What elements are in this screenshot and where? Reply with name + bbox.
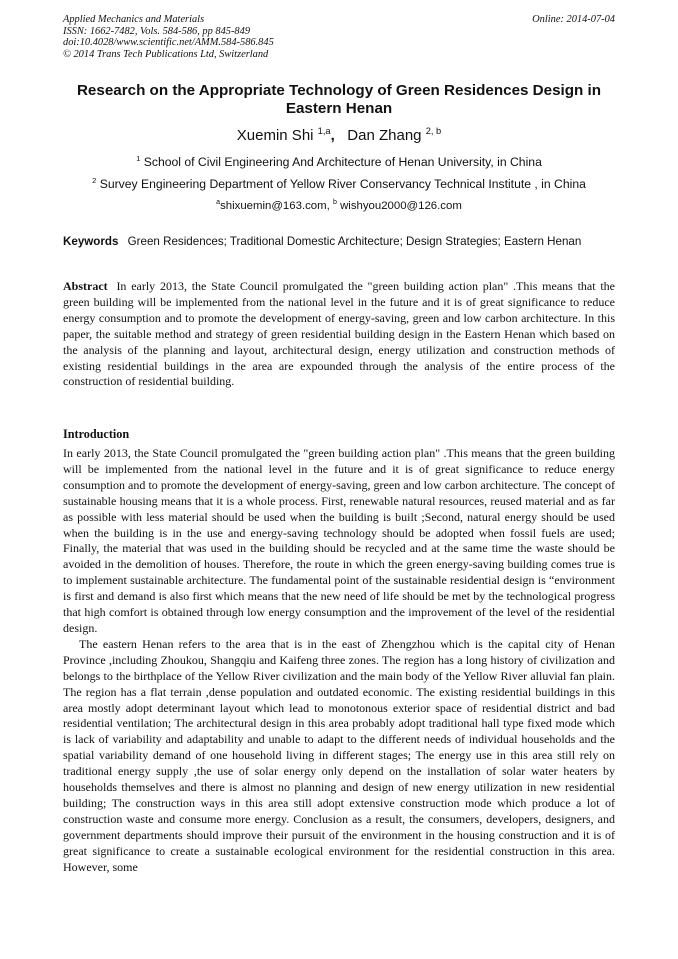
online-date: Online: 2014-07-04 [532, 14, 615, 25]
author-name: Dan Zhang [347, 127, 422, 144]
doi-line: doi:10.4028/www.scientific.net/AMM.584-586.845 [63, 37, 274, 49]
affiliation [63, 176, 615, 192]
keywords-label: Keywords [63, 235, 119, 248]
keywords [63, 234, 615, 249]
email-address: shixuemin@163.com, [220, 200, 330, 212]
email-marker: a [216, 199, 221, 207]
copyright-line: © 2014 Trans Tech Publications Ltd, Switzerland [63, 48, 269, 60]
affiliation-text: School of Civil Engineering And Architecture of Henan University, in China [143, 155, 542, 169]
email-line [63, 198, 615, 214]
author-name: Xuemin Shi [236, 127, 314, 144]
section-heading: Introduction [63, 427, 130, 441]
author-separator: , [330, 127, 335, 144]
abstract-text: In early 2013, the State Council promulgated the "green building action plan" .This means that the green building will be implemented from the national level in the future and it is of great significance to reduce energy consumption and to promote the development of energy-saving, green and low carbon architecture. In this paper, the suitable method and strategy of green residential building design in the Eastern Henan which based on the analysis of the planning and layout, architectural design, energy utilization and construction methods of existing residential buildings in the area are expounded through the analysis of the entire process of the construction of residential building. [63, 279, 616, 389]
introduction-body [63, 446, 615, 875]
running-header [63, 14, 615, 60]
email-marker: b [332, 199, 337, 207]
abstract [63, 279, 615, 390]
paragraph: The eastern Henan refers to the area that is in the east of Zhengzhou which is the capital city of Henan Province ,including Zhoukou, Shangqiu and Kaifeng three zones. The region has a long history of civilization and belongs to the birthplace of the Yellow River civilization and the main body of the Yellow River alluvial fan plain. The region has a flat terrain ,dense population and outdated economic. The existing residential buildings in this area mostly adopt determinant layout which lead to monotonous exterior space of residential district and bad residential ventilation; The architectural design in this area probably adopt traditional hall type fixed mode which is lack of variability and adaptability and unable to adapt to the different needs of individual households and the spatial variability demand of one household living in different stages; The energy use in this area still rely on traditional energy supply ,the use of solar energy only depend on the installation of solar water heaters by households themselves and there is almost no planning and design of new energy utilization in new residential building; The construction ways in this area still adopt extensive construction mode which produce a lot of construction waste and consume more energy. Conclusion as a result, the consumers, developers, designers, and government departments should improve their pursuit of the environment in the housing construction and it is of great significance to create a sustainable ecological environment for the residential construction in this area. However, some [63, 636, 615, 874]
author-affiliation-marker: 1,a [317, 126, 331, 136]
affiliation-marker: 1 [136, 153, 141, 163]
abstract-label: Abstract [63, 279, 108, 293]
issn-line: ISSN: 1662-7482, Vols. 584-586, pp 845-849 [63, 25, 251, 37]
affiliation-text: Survey Engineering Department of Yellow River Conservancy Technical Institute , in China [99, 177, 586, 191]
affiliation [63, 154, 615, 170]
paragraph: In early 2013, the State Council promulgated the "green building action plan" .This means that the green building will be implemented from the national level in the future and it is of great significance to reduce energy consumption and to promote the development of energy-saving, green and low carbon architecture. The concept of sustainable housing means that it is a whole process. First, renewable natural resources, reused material and as far as possible with less material should be used when the building is built ;Second, natural energy should be used when the building is in the use and energy-saving technology should be adopted when fossil fuels are used; Finally, the material that was used in the building should be recycled and at the same time the waste should be avoided in the demolition of houses. Therefore, the route in which the green energy-saving building comes true is to implement sustainable architecture. The fundamental point of the sustainable residential design is “environment is first and demand is also first which means that the new need of life should be met by the technological progress that high comfort is obtained through low energy consumption and the improvement of the level of the residential design. [63, 446, 615, 635]
affiliation-marker: 2 [92, 175, 97, 185]
email-address: wishyou2000@126.com [340, 200, 462, 212]
author-list [63, 126, 615, 146]
paper-title: Research on the Appropriate Technology of Green Residences Design in Eastern Henan [76, 82, 602, 117]
journal-name: Applied Mechanics and Materials [63, 14, 205, 25]
author-affiliation-marker: 2, b [425, 126, 442, 136]
keywords-text: Green Residences; Traditional Domestic Architecture; Design Strategies; Eastern Henan [127, 235, 582, 248]
